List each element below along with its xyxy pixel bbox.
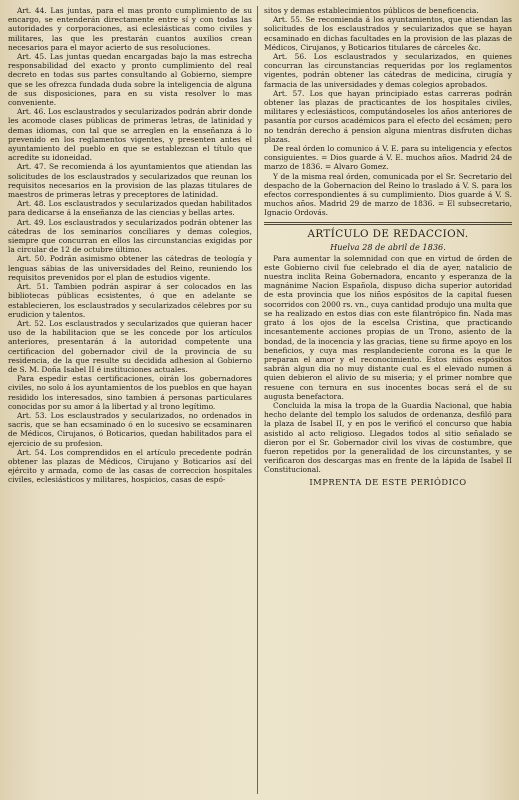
dateline: Huelva 28 de abril de 1836.: [330, 241, 446, 252]
paragraph-art-44: Art. 44. Las juntas, para el mas pronto cumplimiento de su encargo, se entenderán directamente entre sí y con todas las autoridades y corporaciones, asi eclesiásticas como civiles y militares, las que les prestarán cuantos auxilios crean necesarios para el mayor acierto de sus resoluciones.: [8, 6, 252, 52]
paragraph-art-50: Art. 50. Podrán asimismo obtener las cátedras de teología y lenguas sábias de las universidades del Reino, reuniendo los requisitos prevenidos por el plan de estudios vigente.: [8, 254, 252, 282]
paragraph-art-52: Art. 52. Los esclaustrados y secularizados que quieran hacer uso de la habilitacion que se les concede por los artículos anteriores, presentarán á la autoridad competente una certificacion del gobernador civil de la provincia de su residencia, de la que resulte su decidida adhesion al Gobierno de S. M. Doña Isabel II é instituciones actuales.: [8, 318, 252, 374]
printer-footer: IMPRENTA DE ESTE PERIÓDICO: [309, 476, 467, 487]
left-column: [8, 6, 252, 485]
paragraph-certificaciones: Para espedir estas certificaciones, oirán los gobernadores civiles, no solo á los ayuntamientos de los pueblos en que hayan residido los interesados, sino tambien á personas particulares conocidas por su amor á la libertad y al trono legítimo.: [8, 374, 252, 411]
paragraph-traslado: Y de la misma real órden, comunicada por el Sr. Secretario del despacho de la Gobernacion del Reino lo traslado á V. S. para los efectos correspondientes á su cumplimiento. Dios guarde á V. S. muchos años. Madrid 29 de marzo de 1836. = El subsecretario, Ignacio Ordovás.: [264, 171, 512, 218]
paragraph-real-orden: De real órden lo comunico á V. E. para su inteligencia y efectos consiguientes. = Dios guarde á V. E. muchos años. Madrid 24 de marzo de 1836. = Alvaro Gomez.: [264, 144, 512, 172]
column-divider: [257, 6, 258, 794]
paragraph-art-46: Art. 46. Los esclaustrados y secularizados podrán abrir donde les acomode clases públicas de primeras letras, de latinidad y demas idiomas, con tal que se arreglen en la enseñanza á lo prevenido en los reglamentos vigentes, y presenten antes el ayuntamiento del pueblo en que se establezcan el título que acredite su idoneidad.: [8, 107, 252, 163]
paragraph-art-54: Art. 54. Los comprendidos en el artículo precedente podrán obtener las plazas de Médicos, Cirujano y Boticarios así del ejército y armada, como de las casas de correccion hospitales civiles, eclesiásticos y militares, hospicios, casas de espó-: [8, 447, 252, 485]
paragraph-art-48: Art. 48. Los esclaustrados y secularizados quedan habilitados para dedicarse á la enseñanza de las ciencias y bellas artes.: [8, 199, 252, 218]
paragraph-art-57: Art. 57. Los que hayan principiado estas carreras podrán obtener las plazas de practicantes de los hospitales civiles, militares y eclesiásticos, computándoseles los años anteriores de pasantía por cursos académicos para el efecto del ecsámen; pero no tendrán derecho á pension alguna mientras disfruten dichas plazas.: [264, 88, 512, 144]
section-heading: ARTÍCULO DE REDACCION.: [307, 227, 469, 240]
paragraph-continuation: sitos y demas establecimientos públicos de beneficencia.: [264, 6, 479, 15]
paragraph-redaccion-2: Concluida la misa la tropa de la Guardia Nacional, que habia hecho delante del templo los saludos de ordenanza, desfiló para la plaza de Isabel II, y en pos le verificó el concurso que habia asistido al acto religioso. Llegados todos al sitio señalado se dieron por el Sr. Gobernador civil los vivas de costumbre, que fueron repetidos por la generalidad de los circunstantes, y se verificaron dos descargas mas en frente de la lápida de Isabel II Constitucional.: [264, 400, 512, 475]
paragraph-art-51: Art. 51. Tambien podrán aspirar á ser colocados en las bibliotecas públicas ecsistentes, ó que en adelante se establecieren, los esclaustrados y secularizados célebres por su erudicion y talentos.: [8, 282, 252, 319]
paragraph-art-53: Art. 53. Los esclaustrados y secularizados, no ordenados in sacris, que se han ecsaminado ó en lo sucesivo se ecsaminaren de Médicos, Cirujanos, ó Boticarios, quedan habilitados para el ejercicio de su profesion.: [8, 410, 252, 448]
paragraph-art-56: Art. 56. Los esclaustrados y secularizados, en quienes concurran las circunstancias requeridas por los reglamentos vigentes, podrán obtener las cátedras de medicina, cirugía y farmacia de las universidades y demas colegios aprobados.: [264, 52, 512, 89]
paragraph-art-49: Art. 49. Los esclaustrados y secularizados podrán obtener las cátedras de los seminarios conciliares y demas colegios, siempre que concurran en ellos las circunstancias exigidas por la circular de 12 de octubre último.: [8, 217, 252, 255]
paragraph-art-55: Art. 55. Se recomienda á los ayuntamientos, que atiendan las solicitudes de los esclaustrados y secularizados que se hayan ecsaminado en dichas facultades en la provision de las plazas de Médicos, Cirujanos, y Boticarios titulares de cárceles &c.: [264, 15, 512, 52]
section-separator: [264, 222, 512, 225]
right-column: [264, 6, 512, 487]
paragraph-redaccion-1: Para aumentar la solemnidad con que en virtud de órden de este Gobierno civil fue celebrado el dia de ayer, natalicio de nuestra inclita Reina Gobernadora, encanto y esperanza de la magnánime Nacion Española, dispuso dicha superior autoridad de esta provincia que los niños espósitos de la capital fuesen socorridos con 2000 rs. vn., cuya cantidad produjo una multa que se ha realizado en estos dias con este filantrópico fin. Nada mas grato á los ojos de la escelsa Cristina, que practicando incesantemente acciones propias de un Trono, asiento de la bondad, de la inocencia y las gracias, tiene su firme apoyo en los beneficios, y cuya mas resplandeciente corona es la que le preparan el amor y el reconocimiento. Estos niños espósitos sabrán algun dia no muy distante cual es el elevado numen á quien debieron el alivio de su miseria; y el primer nombre que resuene con ternura en sus inocentes bocas será el de su augusta benefactora.: [264, 253, 512, 401]
paragraph-art-47: Art. 47. Se recomienda á los ayuntamientos que atiendan las solicitudes de los esclaustrados y secularizados que reunan los requisitos necesarios en la provision de las plazas titulares de maestros de primeras letras y preceptores de latinidad.: [8, 162, 252, 200]
paragraph-art-45: Art. 45. Las juntas quedan encargadas bajo la mas estrecha responsabilidad del exacto y pronto cumplimiento del real decreto en todas sus partes consultando al Gobierno, siempre que se les ofrezca fundada duda sobre la inteligencia de alguna de sus disposiciones, para en su vista resolver lo mas conveniente.: [8, 52, 252, 108]
